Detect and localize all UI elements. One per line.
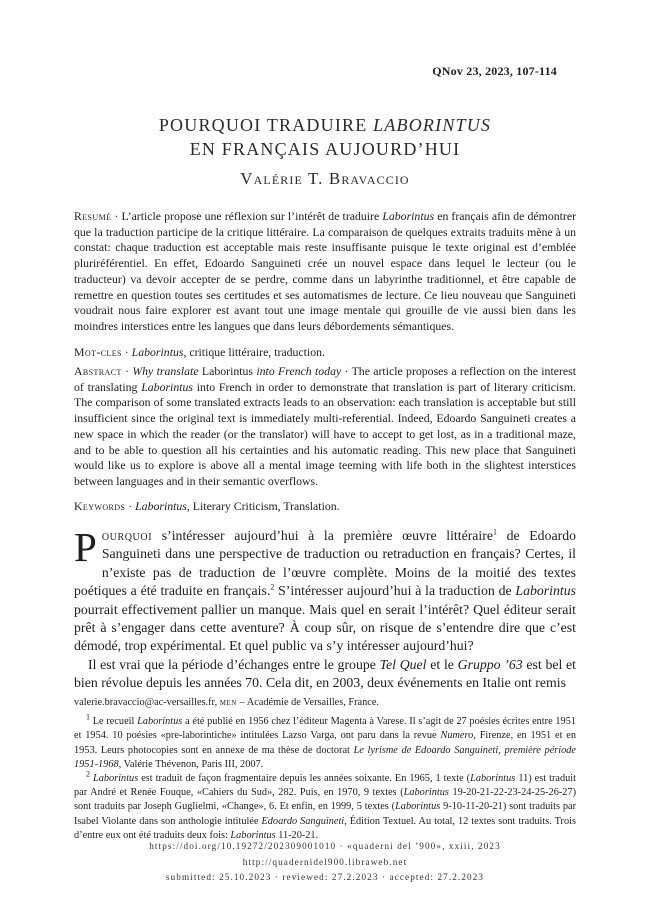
resume-text: L’article propose une réflexion sur l’intérêt de traduire bbox=[121, 209, 383, 223]
running-head: QNov 23, 2023, 107-114 bbox=[432, 64, 557, 78]
doi-link[interactable]: https://doi.org/10.19272/202309001010 · «quaderni del ’900», xxiii, 2023 bbox=[149, 841, 501, 851]
body-p2-italic-2: Gruppo ’63 bbox=[457, 656, 523, 672]
footnote-1-text-4: , Valérie Thévenon, Paris III, 2007. bbox=[118, 758, 264, 770]
mots-cles-italic: Laborintus bbox=[131, 345, 184, 359]
body-text bbox=[74, 524, 576, 693]
footnote-ref-2[interactable]: 2 bbox=[270, 582, 275, 592]
footnote-2-italic-3: Laborintus bbox=[403, 787, 449, 799]
journal-url-link[interactable]: http://quadernidel900.libraweb.net bbox=[242, 856, 408, 867]
resume-italic: Laborintus bbox=[382, 209, 435, 223]
body-text-run-4: pourrait effectivement pallier un manque. Mais quel en serait l’intérêt? Quel éditeur serait prêt à s’engager dans cette aventure? À coup sûr, on risque de s’entendre dire que c’est démodé, trop expérimental. Et quel public va s’y intéresser aujourd’hui? bbox=[74, 601, 576, 654]
keywords-paragraph bbox=[74, 499, 576, 515]
email-rest: – Académie de Versailles, France. bbox=[237, 697, 379, 708]
footnote-2-text-7: 11-20-21. bbox=[275, 829, 319, 841]
body-paragraph-1 bbox=[74, 524, 576, 656]
footnote-2-text-5: 9-10-11-20-21) sont traduits par Isabel Violante dans son anthologie intitulée bbox=[74, 801, 577, 827]
body-italic: Laborintus bbox=[515, 583, 576, 599]
author-name: Valérie T. Bravaccio bbox=[240, 169, 410, 188]
footnote-2-italic-4: Laborintus bbox=[395, 801, 441, 813]
body-p2-italic: Tel Quel bbox=[379, 656, 427, 672]
title-line-2: EN FRANÇAIS AUJOURD’HUI bbox=[189, 139, 461, 159]
author-affiliation bbox=[74, 696, 576, 710]
abstract-paragraph bbox=[74, 364, 576, 490]
submission-dates: submitted: 25.10.2023 · reviewed: 27.2.2023 · accepted: 27.2.2023 bbox=[165, 872, 485, 882]
footnote-2-text-2: est traduit de façon fragmentaire depuis les années soixante. En 1965, 1 texte ( bbox=[138, 773, 471, 785]
footnote-2-italic-5: Edoardo Sanguineti bbox=[261, 815, 345, 827]
abstract-label: Abstract bbox=[74, 364, 122, 378]
footnote-2-text-3: 11) est traduit par André et Renée Fouque, «Cahiers du Sud», 282. Puis, en 1970, 9 textes ( bbox=[74, 773, 576, 799]
abstract-title-italic: Why translate bbox=[132, 364, 202, 378]
mots-cles-text: , critique littéraire, traduction. bbox=[183, 345, 325, 359]
footnote-1-italic: Laborintus bbox=[137, 716, 183, 728]
footnote-2-number: 2 bbox=[86, 769, 90, 779]
abstract-italic: Laborintus bbox=[141, 379, 193, 394]
article-title bbox=[0, 113, 650, 161]
abstract-text: The article proposes a reflection on the interest of translating bbox=[74, 364, 577, 394]
resume-label: Resumé bbox=[74, 209, 112, 223]
body-text-run: s’intéresser aujourd’hui à la première œuvre littéraire bbox=[152, 528, 493, 543]
email-org: men bbox=[219, 697, 238, 708]
email-link[interactable]: valerie.bravaccio@ac-versailles.fr bbox=[74, 697, 215, 708]
mots-cles-sep: · bbox=[121, 345, 132, 359]
body-p2-text-2: et le bbox=[426, 656, 458, 672]
drop-cap: P bbox=[74, 524, 97, 570]
body-text-run-3: S’intéresser aujourd’hui à la traduction de bbox=[274, 583, 516, 599]
footnote-2 bbox=[74, 769, 577, 843]
mots-cles-paragraph bbox=[74, 345, 576, 361]
keywords-italic: Laborintus bbox=[135, 499, 187, 513]
footnotes bbox=[74, 696, 576, 843]
footnote-2-text-4: 19-20-21-22-23-24-25-26-27) sont traduits par Joseph Guglielmi, «Change», 6. Et enfin, en 1999, 5 textes ( bbox=[74, 787, 576, 813]
abstract-title-italic-2: into French today bbox=[253, 364, 342, 378]
abstract-text-2: into French in order to demonstrate that translation is part of literary criticism. The comparison of some translated extracts leads to an observation: each translation is acceptable but still insufficient since the original text is immediately multi-referential. Indeed, Edoardo Sanguineti creates a new space in which the reader (or the translator) will have to accept to get lost, as in a traditional maze, and to be able to question all his certainties and his automatic reading. This new place that Sanguineti would like us to explore is above all a mental image teeming with life both in the slightest interstices between languages and in their semantic overflows. bbox=[74, 379, 577, 488]
resume-text-2: en français afin de démontrer que la traduction participe de la critique littéraire. La comparaison de quelques extraits traduits mène à un constat: chaque traduction est acceptable mais reste insuffisante puisque le texte original est d’emblée pluriréférentiel. En effet, Edoardo Sanguineti crée un nouvel espace dans lequel le lecteur (ou le traducteur) va devoir accepter de se perdre, comme dans un labyrinthe traditionnel, et être capable de remettre en question toutes ses certitudes et ses automatismes de lecture. Ce lieu nouveau que Sanguineti voudrait nous faire explorer est avant tout une image mentale qui grouille de vie aussi bien dans les moindres interstices entre les langues que dans leurs débordements sémantiques. bbox=[74, 209, 576, 333]
footnote-1-text-2: a été publié en 1956 chez l’éditeur Magenta à Varese. Il s’agit de 27 poésies écrites entre 1951 et 1954. 10 poésies «pre-laborintiche» intitulées Lazso Varga, ont paru dans la revue bbox=[74, 716, 577, 742]
title-italic: LABORINTUS bbox=[373, 115, 492, 135]
email-sep: , bbox=[214, 697, 220, 708]
publication-info bbox=[0, 839, 650, 886]
resume-sep: · bbox=[111, 209, 122, 223]
title-line-1 bbox=[0, 113, 650, 137]
footnote-2-italic: Laborintus bbox=[93, 773, 139, 785]
body-p2-text-3: est bel et bien révolue depuis les années 70. Cela dit, en 2003, deux événements en Italie ont remis bbox=[74, 656, 576, 691]
footnote-1-text-3: , Firenze, en 1951 et en 1953. Leurs photocopies sont en annexe de ma thèse de doctorat bbox=[74, 730, 576, 756]
footnote-1-number: 1 bbox=[86, 712, 90, 722]
abstract-title-upright: Laborintus bbox=[201, 364, 254, 378]
footnote-2-italic-2: Laborintus bbox=[470, 773, 516, 785]
title-prefix: POURQUOI TRADUIRE bbox=[158, 115, 374, 135]
keywords-sep: · bbox=[125, 499, 136, 513]
resume-paragraph bbox=[74, 209, 576, 335]
body-text-run-2: de Edoardo Sanguineti dans une perspective de traduction ou retraduction en français? Certes, il n’existe pas de traduction de l’œuvre complète. Moins de la moitié des textes poétiques a été traduite en français. bbox=[74, 528, 576, 599]
footnote-2-text-6: , Édition Textuel. Au total, 12 textes sont traduits. Trois d’entre eux ont été traduits deux fois: bbox=[74, 815, 576, 841]
abstract-sep-2: · bbox=[341, 364, 352, 378]
footnote-1-italic-2: Numero bbox=[440, 730, 474, 742]
body-p2-text: Il est vrai que la période d’échanges entre le groupe bbox=[88, 656, 380, 672]
mots-cles-label: Mot-cles bbox=[74, 345, 122, 359]
small-caps-opening: ourquoi bbox=[101, 528, 153, 543]
footnote-ref-1[interactable]: 1 bbox=[492, 527, 497, 537]
footnote-1 bbox=[74, 712, 577, 772]
footnote-1-italic-3: Le lyrisme de Edoardo Sanguineti, première période 1951-1968 bbox=[74, 744, 576, 770]
body-paragraph-2 bbox=[74, 656, 576, 693]
abstract-sep: · bbox=[121, 364, 133, 378]
keywords-label: Keywords bbox=[74, 499, 126, 513]
footnote-1-text: Le recueil bbox=[90, 716, 138, 728]
keywords-text: , Literary Criticism, Translation. bbox=[186, 499, 340, 513]
footnote-2-italic-6: Laborintus bbox=[230, 829, 276, 841]
